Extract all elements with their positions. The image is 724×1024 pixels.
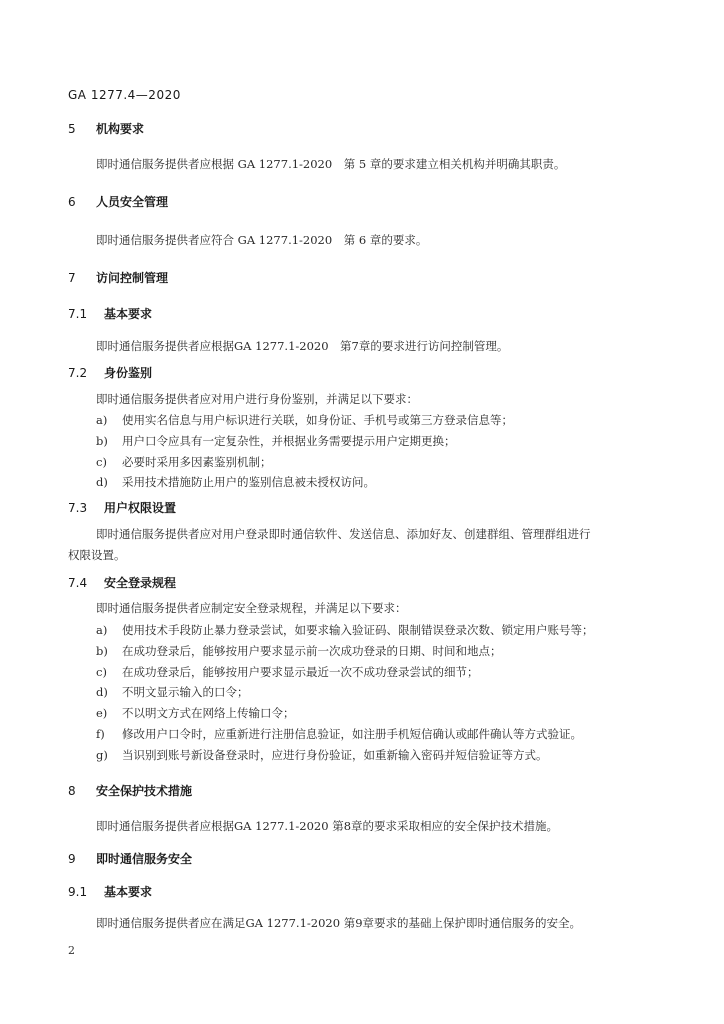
section-number: 9 [68,852,76,866]
section-5-heading [68,121,144,137]
section-title: 基本要求 [104,885,153,899]
section-number: 5 [68,122,76,136]
page-number: 2 [68,944,75,957]
section-title: 基本要求 [104,307,153,321]
section-7-2-heading [68,365,152,381]
section-title: 身份鉴别 [104,366,153,380]
list-item: g) 当识别到账号新设备登录时，应进行身份验证，如重新输入密码并短信验证等方式。 [96,748,548,762]
standard-id: GA 1277.4—2020 [68,88,181,102]
section-5-paragraph: 即时通信服务提供者应根据 GA 1277.1-2020 第 5 章的要求建立相关机构并明确其职责。 [96,157,566,171]
list-item: b) 在成功登录后，能够按用户要求显示前一次成功登录的日期、时间和地点； [96,644,502,658]
section-title: 安全登录规程 [104,576,177,590]
section-title: 安全保护技术措施 [96,784,193,798]
section-8-paragraph: 即时通信服务提供者应根据GA 1277.1-2020 第8章的要求采取相应的安全保护技术措施。 [96,819,559,833]
section-9-1-heading [68,884,152,900]
section-7-2-paragraph: 即时通信服务提供者应对用户进行身份鉴别，并满足以下要求： [96,392,418,406]
section-number: 7.1 [68,307,88,321]
section-number: 7 [68,271,76,285]
section-7-1-paragraph: 即时通信服务提供者应根据GA 1277.1-2020 第7章的要求进行访问控制管理。 [96,339,509,353]
section-title: 用户权限设置 [104,501,177,515]
section-number: 7.3 [68,501,88,515]
list-item: b) 用户口令应具有一定复杂性，并根据业务需要提示用户定期更换； [96,434,456,448]
list-item: c) 在成功登录后，能够按用户要求显示最近一次不成功登录尝试的细节； [96,665,479,679]
section-7-3-heading [68,500,176,516]
list-item: a) 使用技术手段防止暴力登录尝试，如要求输入验证码、限制错误登录次数、锁定用户账号等； [96,623,594,637]
section-7-3-paragraph-cont: 权限设置。 [68,548,126,562]
section-8-heading [68,783,192,799]
list-item: d) 不明文显示输入的口令； [96,685,249,699]
section-number: 7.2 [68,366,88,380]
section-7-3-paragraph: 即时通信服务提供者应对用户登录即时通信软件、发送信息、添加好友、创建群组、管理群组进行 [96,527,591,541]
section-9-heading [68,851,192,867]
section-6-paragraph: 即时通信服务提供者应符合 GA 1277.1-2020 第 6 章的要求。 [96,233,428,247]
list-item: d) 采用技术措施防止用户的鉴别信息被未授权访问。 [96,475,375,489]
section-6-heading [68,194,168,210]
section-title: 即时通信服务安全 [96,852,193,866]
section-7-1-heading [68,306,152,322]
section-title: 机构要求 [96,122,145,136]
section-number: 7.4 [68,576,88,590]
section-number: 6 [68,195,76,209]
section-title: 访问控制管理 [96,271,169,285]
section-9-1-paragraph: 即时通信服务提供者应在满足GA 1277.1-2020 第9章要求的基础上保护即时通信服务的安全。 [96,916,582,930]
list-item: f) 修改用户口令时，应重新进行注册信息验证，如注册手机短信确认或邮件确认等方式验证。 [96,727,582,741]
section-7-4-heading [68,575,176,591]
list-item: a) 使用实名信息与用户标识进行关联，如身份证、手机号或第三方登录信息等； [96,413,513,427]
section-title: 人员安全管理 [96,195,169,209]
list-item: c) 必要时采用多因素鉴别机制； [96,455,272,469]
section-number: 9.1 [68,885,88,899]
section-7-4-paragraph: 即时通信服务提供者应制定安全登录规程，并满足以下要求： [96,601,407,615]
section-number: 8 [68,784,76,798]
list-item: e) 不以明文方式在网络上传输口令； [96,706,295,720]
section-7-heading [68,270,168,286]
